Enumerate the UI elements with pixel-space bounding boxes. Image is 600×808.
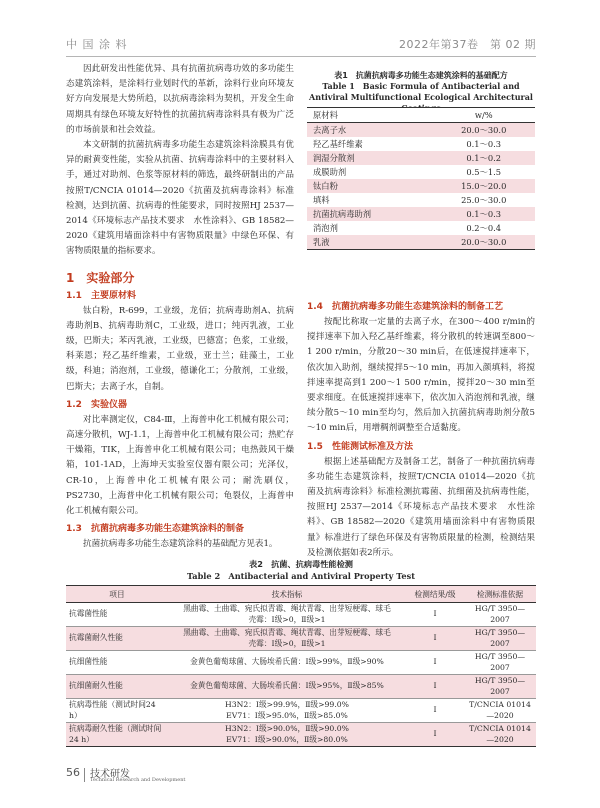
paragraph: 因此研发出性能优异、具有抗菌抗病毒功效的多功能生态建筑涂料，是涂料行业划时代的革新，涂料行业向环境友好方向发展是大势所趋，以抗病毒涂料为契机，开发全生命周期具有绿色环境友好特性的抗菌抗病毒涂料具有极为广泛的市场前景和社会效益。	[66, 64, 294, 135]
table2-caption-en: Table 2 Antibacterial and Antiviral Property Test	[186, 571, 416, 581]
spec-line: EV71：Ⅰ级>95.0%，Ⅱ级>85.0%	[226, 710, 348, 720]
subsection-heading: 1.4 抗菌抗病毒多功能生态建筑涂料的制备工艺	[307, 302, 503, 312]
property-test-table	[66, 585, 536, 747]
formula-table	[307, 107, 535, 250]
test-item: 抗病毒性能（测试时间24 h）	[66, 699, 168, 723]
subsection-heading: 1.3 抗菌抗病毒多功能生态建筑涂料的制备	[66, 524, 244, 535]
test-standard: T/CNCIA 01014—2020	[464, 699, 536, 723]
paragraph: 对比率测定仪，C84-Ⅲ，上海普申化工机械有限公司；高速分散机，WJ-1.1，上海普申化工机械有限公司；热贮存干燥箱，TIK，上海普申化工机械有限公司；电热鼓风干燥箱，101-1AD，上海坤天实验室仪器有限公司；光泽仪，CR-10，上海普申化工机械有限公司；耐洗刷仪，PS2730，上海普申化工机械有限公司；龟裂仪，上海普申化工机械有限公司。	[66, 414, 294, 517]
table-row	[307, 179, 535, 193]
paragraph: 抗菌抗病毒多功能生态建筑涂料的基础配方见表1。	[83, 539, 278, 550]
material-name: 抗菌抗病毒助剂	[307, 207, 432, 221]
table-row	[66, 675, 536, 699]
test-result: Ⅰ	[406, 603, 464, 627]
right-column	[307, 297, 535, 561]
column-header: 技术指标	[168, 586, 406, 603]
material-ratio: 25.0～30.0	[461, 195, 507, 205]
material-ratio: 20.0～30.0	[432, 235, 535, 250]
spec-line: H3N2：Ⅰ级>99.9%，Ⅱ级>99.0%	[225, 700, 349, 709]
test-item: 抗细菌性能	[66, 651, 168, 675]
test-spec	[168, 723, 406, 747]
test-result: Ⅰ	[406, 627, 464, 651]
table-row	[307, 235, 535, 250]
material-name: 填料	[313, 195, 330, 205]
footer-divider	[84, 768, 85, 782]
spec-line: EV71：Ⅰ级>90.0%，Ⅱ级>80.0%	[226, 734, 348, 744]
material-ratio: 0.2～0.4	[466, 223, 502, 233]
test-result: Ⅰ	[406, 675, 464, 699]
table-row	[66, 603, 536, 627]
test-standard: HG/T 3950—2007	[464, 627, 536, 651]
test-item: 抗病毒耐久性能（测试时间24 h）	[66, 723, 168, 747]
material-ratio: 20.0～30.0	[432, 123, 535, 138]
table2-caption	[66, 558, 536, 582]
spec-line: 壳霉：Ⅰ级>0，Ⅱ级>1	[248, 638, 326, 648]
material-name: 钛白粉	[307, 179, 432, 193]
test-item: 抗霉菌性能	[66, 603, 168, 627]
table-row	[307, 123, 535, 138]
table-row	[66, 627, 536, 651]
column-header: 检测标准依据	[464, 586, 536, 603]
material-ratio: 15.0～20.0	[432, 179, 535, 193]
paragraph: 根据上述基础配方及制备工艺，制备了一种抗菌抗病毒多功能生态建筑涂料，按照T/CNCIA 01014—2020《抗菌及抗病毒涂料》标准检测抗霉菌、抗细菌及抗病毒性能，按照HJ 2537—2014《环境标志产品技术要求 水性涂料》、GB 18582—2020《建筑用墙面涂料中有害物质限量》标准进行了绿色环保及有害物质限量的检测，检测结果及检测依据如表2所示。	[307, 456, 535, 558]
table-header-row	[66, 586, 536, 603]
test-item: 抗细菌耐久性能	[66, 675, 168, 699]
running-header	[0, 0, 600, 62]
spec-line: 金黄色葡萄球菌、大肠埃希氏菌：Ⅰ级>99%，Ⅱ级>90%	[190, 657, 384, 667]
column-header: w/%	[432, 108, 535, 123]
test-item: 抗霉菌耐久性能	[66, 627, 168, 651]
page-number: 56	[66, 766, 80, 779]
test-standard: HG/T 3950—2007	[464, 603, 536, 627]
material-ratio: 0.1～0.2	[432, 151, 535, 165]
page-footer	[66, 766, 536, 786]
paragraph: 本文研制的抗菌抗病毒多功能生态建筑涂料涂膜具有优异的耐黄变性能，实验从抗菌、抗病毒涂料中的主要材料入手，通过对助剂、色浆等原材料的筛选，最终研制出的产品按照T/CNCIA 01014—2020《抗菌及抗病毒涂料》标准检测，达到抗菌、抗病毒的性能要求，同时按照HJ 2537—2014《环境标志产品技术要求 水性涂料》、GB 18582—2020《建筑用墙面涂料中有害物质限量》中绿色环保、有害物质限量的指标要求。	[66, 140, 294, 257]
paragraph: 钛白粉，R-699，工业级，龙佰；抗病毒助剂A、抗病毒助剂B、抗病毒助剂C，工业级，进口；纯丙乳液，工业级，巴斯夫；苯丙乳液，工业级，巴德富；色浆，工业级，科莱恩；羟乙基纤维素，工业级，亚士兰；硅藻土，工业级，科迪；消泡剂，工业级，德谦化工；分散剂，工业级，巴斯夫；去离子水，自制。	[66, 305, 294, 392]
section-name-en: Technical Research and Development	[90, 777, 186, 783]
section-heading: 1 实验部分	[66, 270, 135, 285]
test-standard: HG/T 3950—2007	[464, 651, 536, 675]
test-spec	[168, 675, 406, 699]
table-row	[66, 651, 536, 675]
test-standard: HG/T 3950—2007	[464, 675, 536, 699]
section-name: 技术研发	[90, 769, 130, 780]
subsection-heading: 1.2 实验仪器	[66, 399, 127, 410]
table2-caption-zh: 表2 抗菌、抗病毒性能检测	[249, 559, 353, 569]
material-name: 润湿分散剂	[307, 151, 432, 165]
table-row	[307, 137, 535, 151]
table-row	[307, 193, 535, 207]
spec-line: H3N2：Ⅰ级>90.0%，Ⅱ级>90.0%	[225, 724, 349, 733]
material-name: 去离子水	[307, 123, 432, 138]
spec-line: 壳霉：Ⅰ级>0，Ⅱ级>1	[248, 614, 326, 624]
table-row	[307, 151, 535, 165]
journal-name: 中 国 涂 料	[66, 38, 128, 51]
test-spec	[168, 627, 406, 651]
test-spec	[168, 603, 406, 627]
material-name: 羟乙基纤维素	[313, 139, 363, 149]
test-spec	[168, 699, 406, 723]
spec-line: 金黄色葡萄球菌、大肠埃希氏菌：Ⅰ级>95%，Ⅱ级>85%	[190, 681, 384, 691]
material-ratio: 0.1～0.3	[466, 139, 502, 149]
material-ratio: 0.5～1.5	[466, 167, 502, 177]
table-row	[66, 723, 536, 747]
table-header-row	[307, 108, 535, 123]
subsection-heading: 1.5 性能测试标准及方法	[307, 441, 413, 452]
spec-line: 黑曲霉、土曲霉、宛氏拟青霉、绳状青霉、出芽短梗霉、球毛	[183, 604, 391, 613]
left-column	[66, 62, 294, 552]
spec-line: 黑曲霉、土曲霉、宛氏拟青霉、绳状青霉、出芽短梗霉、球毛	[183, 628, 391, 637]
issue-info: 2022年第37卷 第 02 期	[399, 38, 536, 51]
table-row	[307, 165, 535, 179]
table1-caption-zh: 表1 抗菌抗病毒多功能生态建筑涂料的基础配方	[334, 71, 508, 80]
test-spec	[168, 651, 406, 675]
table-row	[66, 699, 536, 723]
table1-caption-en: Table 1 Basic Formula of Antibacterial and Antiviral Multifunctional Ecological Architectural	[309, 81, 533, 102]
test-result: Ⅰ	[406, 723, 464, 747]
paragraph: 按配比称取一定量的去离子水，在300～400 r/min的搅拌速率下加入羟乙基纤维素，将分散机的转速调至800～1 200 r/min，分散20～30 min后，在低速搅拌速率下，依次加入助剂，继续搅拌5～10 min，再加入颜填料，将搅拌速率提高到1 200～1 500 r/min，搅拌20～30 min至要求细度。在低速搅拌速率下，依次加入消泡剂和乳液，继续分散5～10 min至均匀，然后加入抗菌抗病毒助剂分散5～10 min后，用增稠剂调整至合适黏度。	[307, 317, 535, 434]
material-ratio: 0.1～0.3	[432, 207, 535, 221]
test-result: Ⅰ	[406, 699, 464, 723]
material-name: 消泡剂	[313, 223, 338, 233]
column-header: 原材料	[307, 108, 432, 123]
header-rule	[66, 56, 536, 57]
column-header: 检测结果/级	[406, 586, 464, 603]
table-row	[307, 207, 535, 221]
table-row	[307, 221, 535, 235]
test-result: Ⅰ	[406, 651, 464, 675]
material-name: 乳液	[307, 235, 432, 250]
column-header: 项目	[66, 586, 168, 603]
test-standard: T/CNCIA 01014—2020	[464, 723, 536, 747]
subsection-heading: 1.1 主要原材料	[66, 290, 136, 301]
material-name: 成膜助剂	[313, 167, 347, 177]
